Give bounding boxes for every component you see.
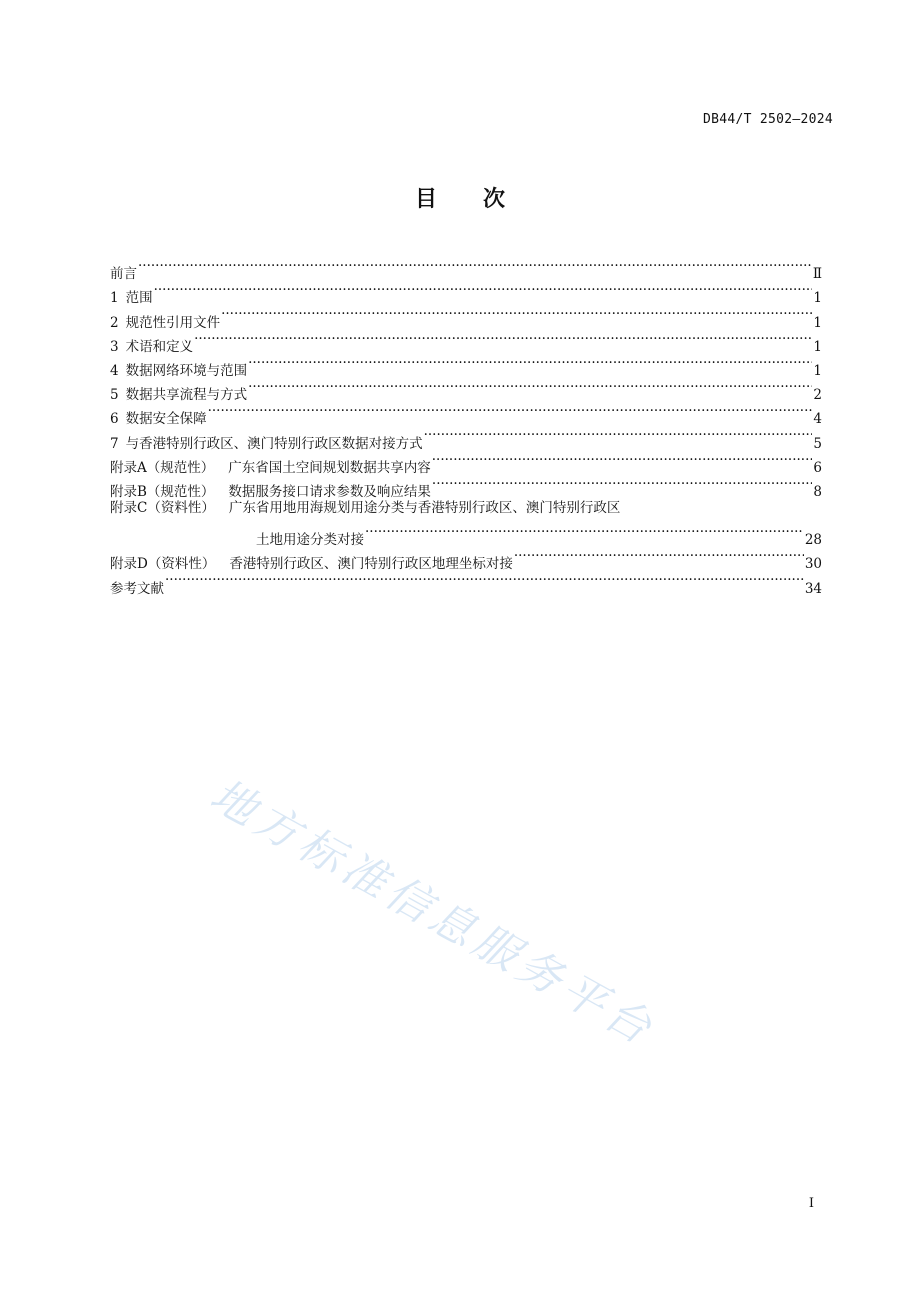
toc-leader-dots [514,544,804,568]
document-code: DB44/T 2502—2024 [702,112,833,127]
toc-entry-title: 与香港特别行政区、澳门特别行政区数据对接方式 [125,435,423,452]
toc-entry-page: 34 [804,580,822,597]
toc-entry-hk-macao-docking[interactable] [110,423,822,452]
toc-list [110,254,822,597]
toc-entry-foreword[interactable] [110,254,822,283]
toc-entry-number: 3 [110,338,119,355]
toc-leader-dots [248,375,812,399]
toc-entry-number: 7 [110,435,119,452]
toc-entry-page: 8 [813,483,822,500]
toc-entry-title: 参考文献 [110,580,164,597]
toc-title-char-2: 次 [483,187,506,212]
toc-entry-title: 范围 [125,290,153,307]
toc-entry-page: 1 [813,290,822,307]
toc-entry-network-environment[interactable] [110,351,822,379]
toc-entry-title: 数据网络环境与范围 [125,362,248,379]
toc-annex-title-line-1: 广东省用地用海规划用途分类与香港特别行政区、澳门特别行政区 [228,499,621,516]
toc-annex-d[interactable] [110,544,822,573]
toc-annex-code: 附录B（规范性） [110,483,215,500]
toc-leader-dots [432,472,812,496]
toc-leader-dots [154,278,813,302]
toc-annex-title-line-2: 土地用途分类对接 [256,532,364,549]
toc-entry-number: 4 [110,362,119,379]
toc-leader-dots [194,327,812,351]
toc-entry-page: 6 [813,459,822,476]
toc-entry-number: 6 [110,411,119,428]
toc-annex-c[interactable] [110,496,822,520]
toc-annex-title: 广东省国土空间规划数据共享内容 [228,459,431,476]
toc-entry-page: 1 [813,362,822,379]
toc-entry-number: 5 [110,387,119,404]
toc-entry-number: 2 [110,314,119,331]
toc-leader-dots [138,254,812,278]
toc-leader-dots [365,520,804,544]
toc-entry-terms[interactable] [110,327,822,355]
toc-entry-page: 30 [804,556,822,573]
toc-entry-page: Ⅱ [812,266,822,283]
toc-annex-code: 附录C（资料性） [110,499,215,516]
toc-entry-page: 5 [813,435,822,452]
toc-entry-page: 1 [813,314,822,331]
toc-entry-scope[interactable] [110,278,822,307]
toc-entry-title: 数据安全保障 [125,411,207,428]
toc-annex-code: 附录A（规范性） [110,459,215,476]
toc-annex-code: 附录D（资料性） [110,556,216,573]
toc-annex-b[interactable] [110,472,822,500]
toc-entry-title: 前言 [110,266,137,283]
toc-entry-page: 2 [813,387,822,404]
toc-annex-title: 香港特别行政区、澳门特别行政区地理坐标对接 [229,556,513,573]
toc-entry-page: 28 [804,532,822,549]
toc-entry-title: 规范性引用文件 [125,314,221,331]
toc-title-char-1: 目 [414,187,437,212]
watermark: 地方标准信息服务平台 [201,769,664,1057]
toc-entry-security[interactable] [110,399,822,428]
toc-entry-title: 术语和定义 [125,338,194,355]
toc-leader-dots [221,302,812,326]
page-number: I [808,1196,814,1211]
toc-leader-dots [424,423,813,447]
toc-leader-dots [165,568,804,592]
toc-entry-number: 1 [110,290,119,307]
toc-leader-dots [248,351,812,375]
toc-annex-title: 数据服务接口请求参数及响应结果 [228,483,431,500]
toc-entry-bibliography[interactable] [110,568,822,597]
toc-entry-page: 1 [813,338,822,355]
toc-entry-page: 4 [813,411,822,428]
toc-title [0,182,920,213]
toc-leader-dots [432,448,813,472]
toc-leader-dots [208,399,813,423]
toc-annex-c-continuation[interactable] [110,520,822,549]
toc-entry-normative-references[interactable] [110,302,822,331]
toc-entry-title: 数据共享流程与方式 [125,387,248,404]
